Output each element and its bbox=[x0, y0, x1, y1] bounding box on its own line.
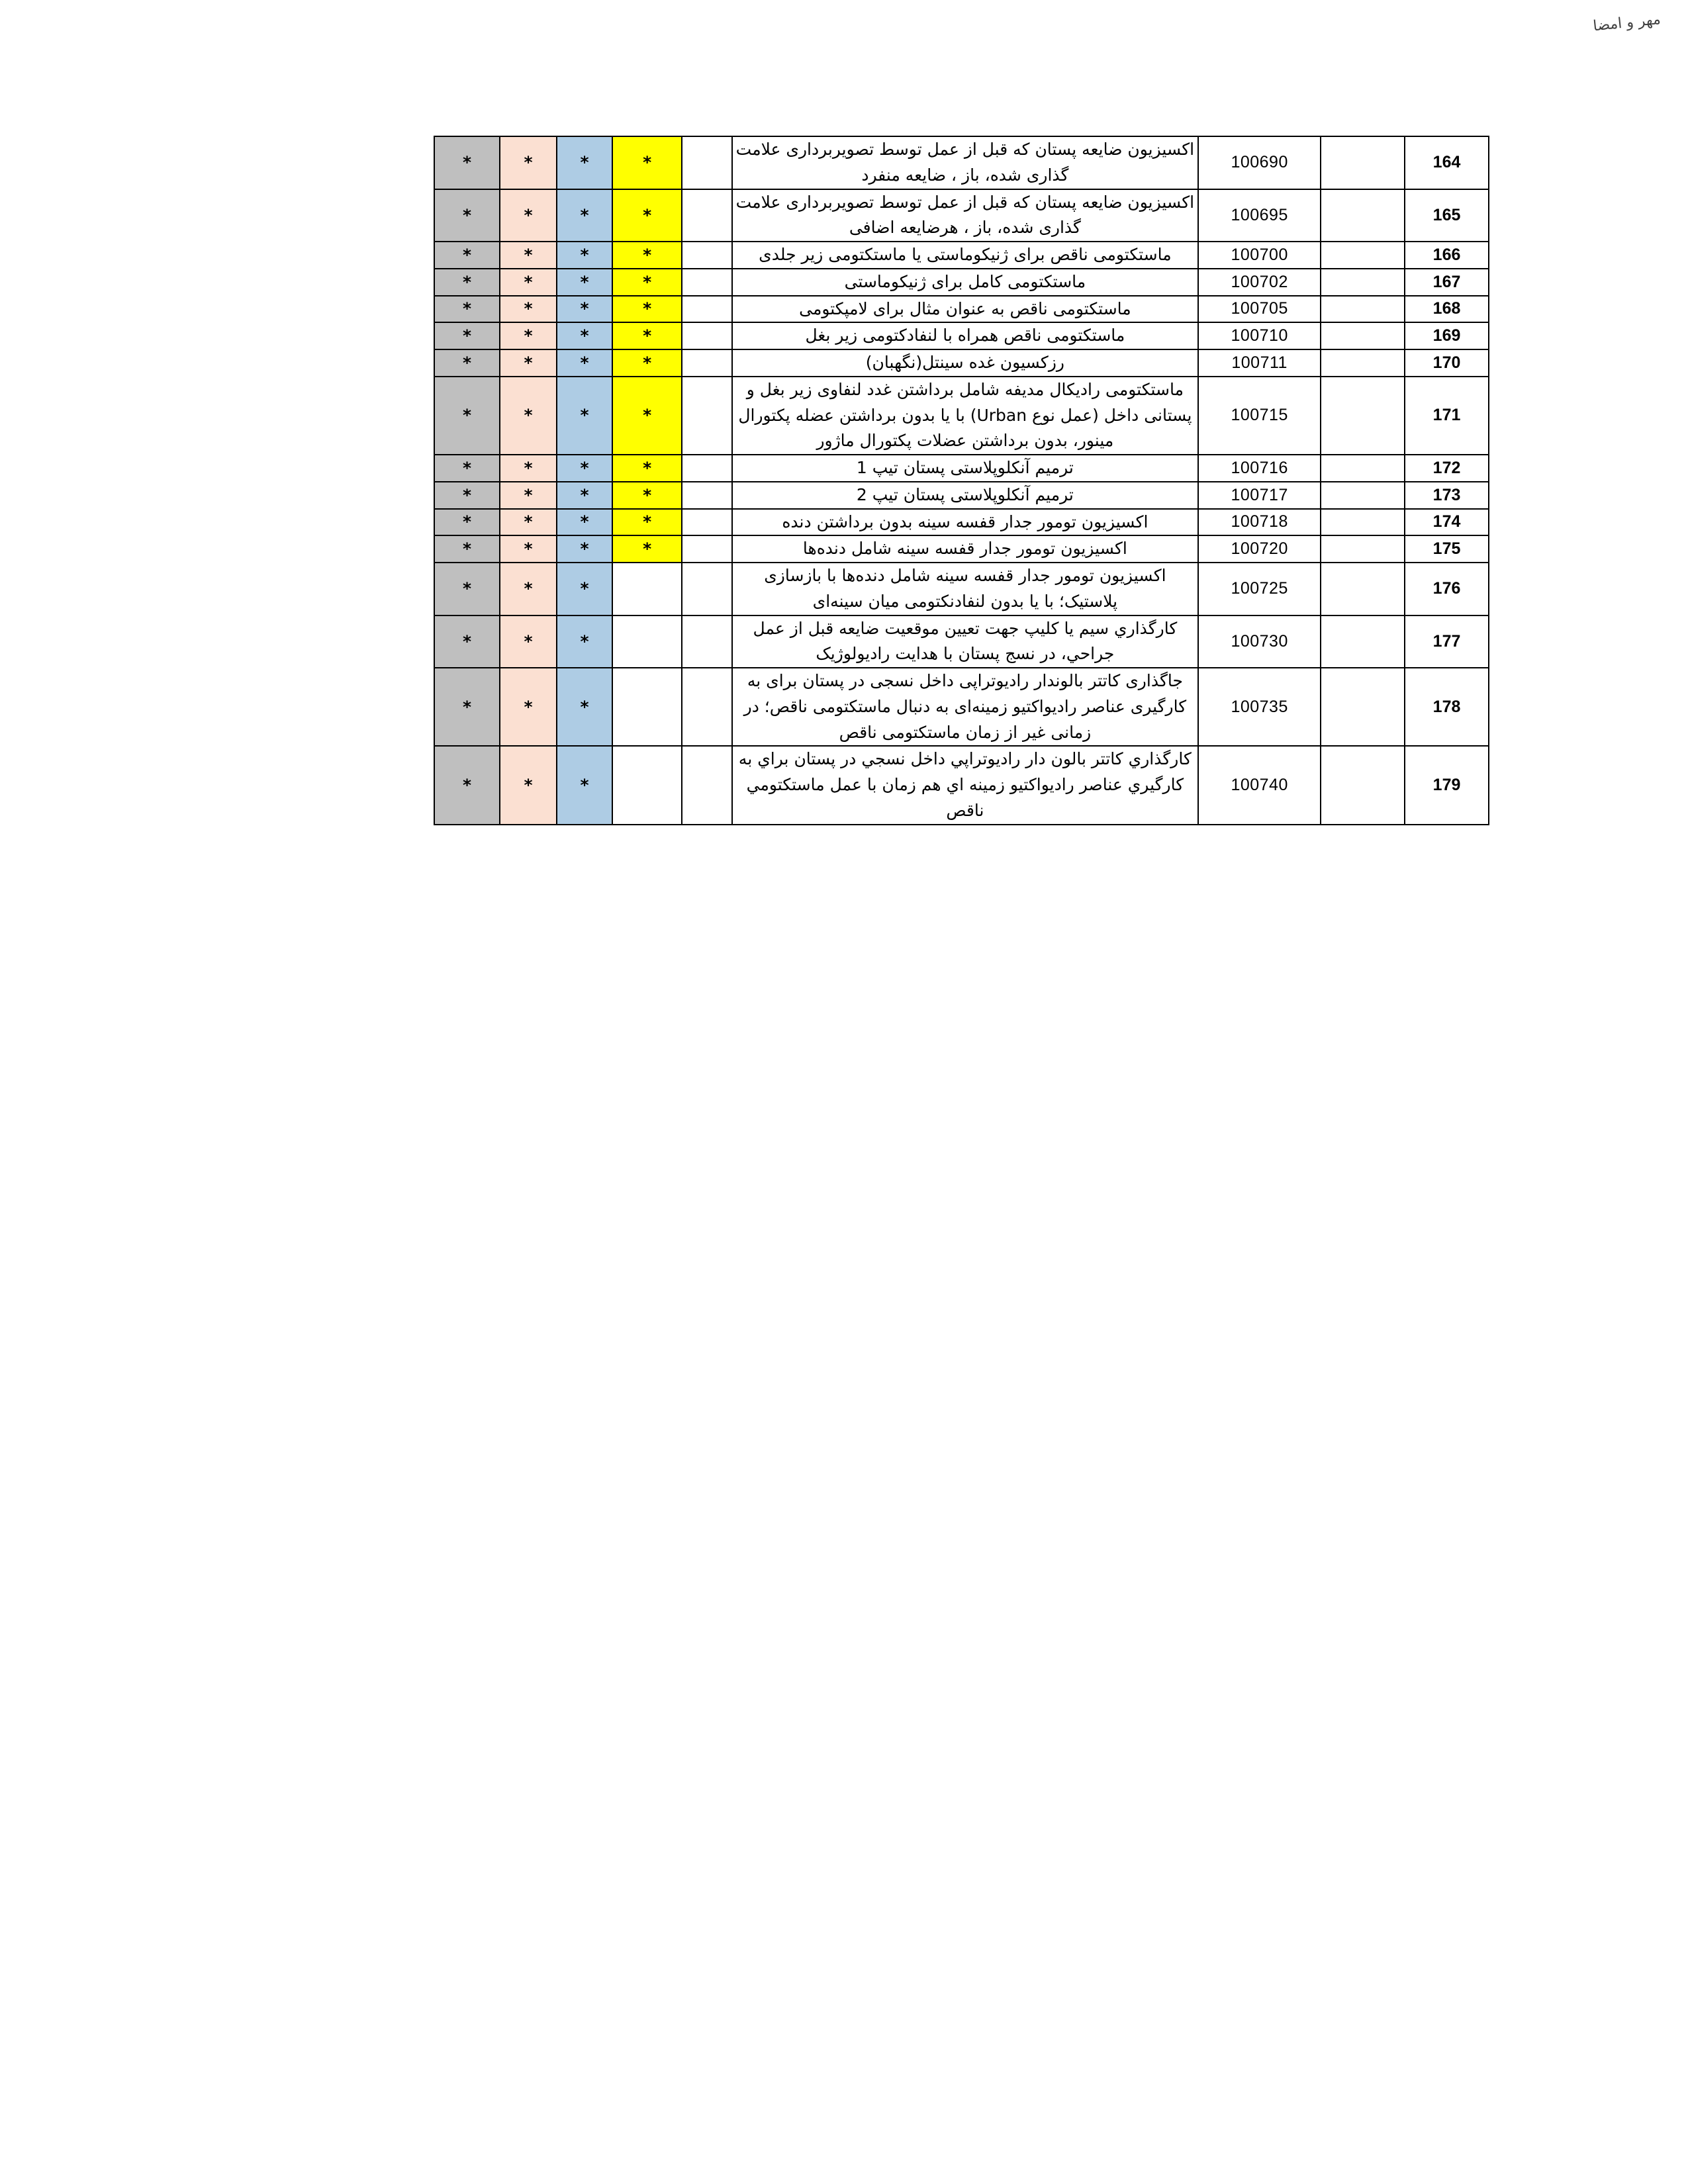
mark-cell-2: * bbox=[500, 136, 557, 189]
table-row bbox=[434, 455, 1489, 482]
mark-cell-4 bbox=[612, 563, 682, 615]
mark-cell-1: * bbox=[434, 269, 500, 296]
mark-cell-5 bbox=[682, 509, 731, 536]
mark-cell-4: * bbox=[612, 377, 682, 455]
blank-cell bbox=[1321, 349, 1405, 377]
mark-cell-4: * bbox=[612, 455, 682, 482]
mark-cell-3: * bbox=[557, 349, 612, 377]
mark-cell-4: * bbox=[612, 136, 682, 189]
row-number-cell: 174 bbox=[1405, 509, 1489, 536]
mark-cell-4: * bbox=[612, 296, 682, 323]
blank-cell bbox=[1321, 482, 1405, 509]
mark-cell-3: * bbox=[557, 668, 612, 746]
procedure-code-cell: 100702 bbox=[1198, 269, 1321, 296]
mark-cell-2: * bbox=[500, 269, 557, 296]
mark-cell-2: * bbox=[500, 349, 557, 377]
mark-cell-4 bbox=[612, 746, 682, 824]
blank-cell bbox=[1321, 563, 1405, 615]
procedure-code-cell: 100716 bbox=[1198, 455, 1321, 482]
mark-cell-4 bbox=[612, 668, 682, 746]
mark-cell-5 bbox=[682, 269, 731, 296]
mark-cell-5 bbox=[682, 189, 731, 242]
mark-cell-2: * bbox=[500, 455, 557, 482]
table-row bbox=[434, 615, 1489, 668]
blank-cell bbox=[1321, 296, 1405, 323]
procedure-codes-table bbox=[434, 136, 1489, 825]
mark-cell-3: * bbox=[557, 455, 612, 482]
mark-cell-1: * bbox=[434, 349, 500, 377]
mark-cell-3: * bbox=[557, 242, 612, 269]
row-number-cell: 164 bbox=[1405, 136, 1489, 189]
table-row bbox=[434, 746, 1489, 824]
procedure-description-cell: ماستکتومی رادیکال مدیفه شامل برداشتن غدد لنفاوی زیر بغل و پستانی داخل (عمل نوع Urban) با یا بدون برداشتن عضله پکتورال مینور، بدون برداشتن عضلات پکتورال ماژور bbox=[732, 377, 1199, 455]
mark-cell-5 bbox=[682, 668, 731, 746]
mark-cell-3: * bbox=[557, 296, 612, 323]
row-number-cell: 173 bbox=[1405, 482, 1489, 509]
mark-cell-5 bbox=[682, 455, 731, 482]
mark-cell-5 bbox=[682, 563, 731, 615]
mark-cell-5 bbox=[682, 349, 731, 377]
row-number-cell: 179 bbox=[1405, 746, 1489, 824]
procedure-description-cell: اکسیزیون ضایعه پستان که قبل از عمل توسط تصویربرداری علامت گذاری شده، باز ، هرضایعه اضافی bbox=[732, 189, 1199, 242]
mark-cell-4: * bbox=[612, 535, 682, 563]
mark-cell-4: * bbox=[612, 322, 682, 349]
mark-cell-2: * bbox=[500, 242, 557, 269]
row-number-cell: 169 bbox=[1405, 322, 1489, 349]
row-number-cell: 177 bbox=[1405, 615, 1489, 668]
mark-cell-1: * bbox=[434, 242, 500, 269]
blank-cell bbox=[1321, 269, 1405, 296]
procedure-code-cell: 100720 bbox=[1198, 535, 1321, 563]
mark-cell-1: * bbox=[434, 509, 500, 536]
row-number-cell: 168 bbox=[1405, 296, 1489, 323]
mark-cell-1: * bbox=[434, 746, 500, 824]
procedure-description-cell: اکسیزیون تومور جدار قفسه سینه شامل دنده‌ها bbox=[732, 535, 1199, 563]
mark-cell-1: * bbox=[434, 455, 500, 482]
procedure-description-cell: ترمیم آنکلوپلاستی پستان تیپ 2 bbox=[732, 482, 1199, 509]
row-number-cell: 167 bbox=[1405, 269, 1489, 296]
mark-cell-3: * bbox=[557, 136, 612, 189]
table-row bbox=[434, 136, 1489, 189]
procedure-code-cell: 100740 bbox=[1198, 746, 1321, 824]
mark-cell-5 bbox=[682, 482, 731, 509]
mark-cell-1: * bbox=[434, 563, 500, 615]
procedure-description-cell: اکسیزیون ضایعه پستان که قبل از عمل توسط تصویربرداری علامت گذاری شده، باز ، ضایعه منفرد bbox=[732, 136, 1199, 189]
table-row bbox=[434, 242, 1489, 269]
mark-cell-3: * bbox=[557, 269, 612, 296]
blank-cell bbox=[1321, 136, 1405, 189]
mark-cell-3: * bbox=[557, 509, 612, 536]
table-row bbox=[434, 509, 1489, 536]
mark-cell-2: * bbox=[500, 563, 557, 615]
procedure-description-cell: ماستکتومی ناقص به عنوان مثال برای لامپکتومی bbox=[732, 296, 1199, 323]
procedure-code-cell: 100690 bbox=[1198, 136, 1321, 189]
mark-cell-1: * bbox=[434, 535, 500, 563]
table-row bbox=[434, 269, 1489, 296]
table-row bbox=[434, 563, 1489, 615]
table-row bbox=[434, 668, 1489, 746]
procedure-code-cell: 100735 bbox=[1198, 668, 1321, 746]
mark-cell-5 bbox=[682, 535, 731, 563]
mark-cell-1: * bbox=[434, 296, 500, 323]
procedure-description-cell: رزکسیون غده سینتل(نگهبان) bbox=[732, 349, 1199, 377]
mark-cell-2: * bbox=[500, 189, 557, 242]
mark-cell-1: * bbox=[434, 377, 500, 455]
procedure-code-cell: 100715 bbox=[1198, 377, 1321, 455]
procedure-description-cell: کارگذاري سیم یا کلیپ جهت تعیین موقعیت ضایعه قبل از عمل جراحي، در نسج پستان با هدایت رادیولوژیک bbox=[732, 615, 1199, 668]
procedure-code-cell: 100717 bbox=[1198, 482, 1321, 509]
table-row bbox=[434, 189, 1489, 242]
mark-cell-3: * bbox=[557, 563, 612, 615]
mark-cell-3: * bbox=[557, 377, 612, 455]
mark-cell-1: * bbox=[434, 136, 500, 189]
mark-cell-4: * bbox=[612, 349, 682, 377]
mark-cell-2: * bbox=[500, 535, 557, 563]
mark-cell-4: * bbox=[612, 269, 682, 296]
table-row bbox=[434, 322, 1489, 349]
procedure-codes-table-wrap bbox=[434, 136, 1489, 825]
procedure-description-cell: جاگذاری کاتتر بالوندار رادیوتراپی داخل نسجی در پستان برای به کارگیری عناصر رادیواکتیو زمینه‌ای به دنبال ماستکتومی ناقص؛ در زمانی غیر از زمان ماستکتومی ناقص bbox=[732, 668, 1199, 746]
procedure-code-cell: 100718 bbox=[1198, 509, 1321, 536]
mark-cell-3: * bbox=[557, 615, 612, 668]
mark-cell-3: * bbox=[557, 322, 612, 349]
row-number-cell: 175 bbox=[1405, 535, 1489, 563]
mark-cell-3: * bbox=[557, 746, 612, 824]
mark-cell-4: * bbox=[612, 242, 682, 269]
blank-cell bbox=[1321, 509, 1405, 536]
mark-cell-2: * bbox=[500, 296, 557, 323]
mark-cell-4: * bbox=[612, 509, 682, 536]
procedure-code-cell: 100711 bbox=[1198, 349, 1321, 377]
row-number-cell: 176 bbox=[1405, 563, 1489, 615]
mark-cell-5 bbox=[682, 377, 731, 455]
procedure-code-cell: 100695 bbox=[1198, 189, 1321, 242]
mark-cell-1: * bbox=[434, 668, 500, 746]
mark-cell-5 bbox=[682, 136, 731, 189]
mark-cell-2: * bbox=[500, 377, 557, 455]
mark-cell-5 bbox=[682, 242, 731, 269]
blank-cell bbox=[1321, 242, 1405, 269]
mark-cell-3: * bbox=[557, 189, 612, 242]
mark-cell-1: * bbox=[434, 482, 500, 509]
row-number-cell: 165 bbox=[1405, 189, 1489, 242]
row-number-cell: 170 bbox=[1405, 349, 1489, 377]
procedure-code-cell: 100710 bbox=[1198, 322, 1321, 349]
row-number-cell: 178 bbox=[1405, 668, 1489, 746]
mark-cell-2: * bbox=[500, 322, 557, 349]
blank-cell bbox=[1321, 322, 1405, 349]
row-number-cell: 172 bbox=[1405, 455, 1489, 482]
row-number-cell: 166 bbox=[1405, 242, 1489, 269]
mark-cell-4 bbox=[612, 615, 682, 668]
table-row bbox=[434, 349, 1489, 377]
procedure-description-cell: اکسیزیون تومور جدار قفسه سینه بدون برداشتن دنده bbox=[732, 509, 1199, 536]
blank-cell bbox=[1321, 535, 1405, 563]
mark-cell-2: * bbox=[500, 509, 557, 536]
procedure-description-cell: ماستکتومی ناقص همراه با لنفادکتومی زیر بغل bbox=[732, 322, 1199, 349]
mark-cell-5 bbox=[682, 322, 731, 349]
mark-cell-1: * bbox=[434, 189, 500, 242]
procedure-description-cell: ماستکتومی ناقص برای ژنیکوماستی یا ماستکتومی زیر جلدی bbox=[732, 242, 1199, 269]
blank-cell bbox=[1321, 668, 1405, 746]
mark-cell-4: * bbox=[612, 189, 682, 242]
table-row bbox=[434, 535, 1489, 563]
procedure-code-cell: 100700 bbox=[1198, 242, 1321, 269]
procedure-description-cell: کارگذاري کاتتر بالون دار رادیوتراپي داخل نسجي در پستان براي به کارگیري عناصر رادیواکتیو زمینه اي هم زمان با عمل ماستکتومي ناقص bbox=[732, 746, 1199, 824]
mark-cell-2: * bbox=[500, 746, 557, 824]
procedure-code-cell: 100730 bbox=[1198, 615, 1321, 668]
mark-cell-1: * bbox=[434, 615, 500, 668]
blank-cell bbox=[1321, 746, 1405, 824]
mark-cell-5 bbox=[682, 296, 731, 323]
procedure-description-cell: ماستکتومی کامل برای ژنیکوماستی bbox=[732, 269, 1199, 296]
table-body bbox=[434, 136, 1489, 825]
procedure-description-cell: اکسیزیون تومور جدار قفسه سینه شامل دنده‌ها با بازسازی پلاستیک؛ با یا بدون لنفادنکتومی میان سینه‌ای bbox=[732, 563, 1199, 615]
mark-cell-3: * bbox=[557, 535, 612, 563]
blank-cell bbox=[1321, 615, 1405, 668]
procedure-description-cell: ترمیم آنکلوپلاستی پستان تیپ 1 bbox=[732, 455, 1199, 482]
table-row bbox=[434, 482, 1489, 509]
blank-cell bbox=[1321, 455, 1405, 482]
mark-cell-2: * bbox=[500, 668, 557, 746]
row-number-cell: 171 bbox=[1405, 377, 1489, 455]
mark-cell-2: * bbox=[500, 482, 557, 509]
procedure-code-cell: 100705 bbox=[1198, 296, 1321, 323]
procedure-code-cell: 100725 bbox=[1198, 563, 1321, 615]
mark-cell-5 bbox=[682, 746, 731, 824]
mark-cell-1: * bbox=[434, 322, 500, 349]
mark-cell-5 bbox=[682, 615, 731, 668]
page-stamp-mark: مهر و امضا bbox=[1592, 11, 1662, 35]
mark-cell-4: * bbox=[612, 482, 682, 509]
mark-cell-3: * bbox=[557, 482, 612, 509]
table-row bbox=[434, 377, 1489, 455]
mark-cell-2: * bbox=[500, 615, 557, 668]
table-row bbox=[434, 296, 1489, 323]
blank-cell bbox=[1321, 189, 1405, 242]
blank-cell bbox=[1321, 377, 1405, 455]
